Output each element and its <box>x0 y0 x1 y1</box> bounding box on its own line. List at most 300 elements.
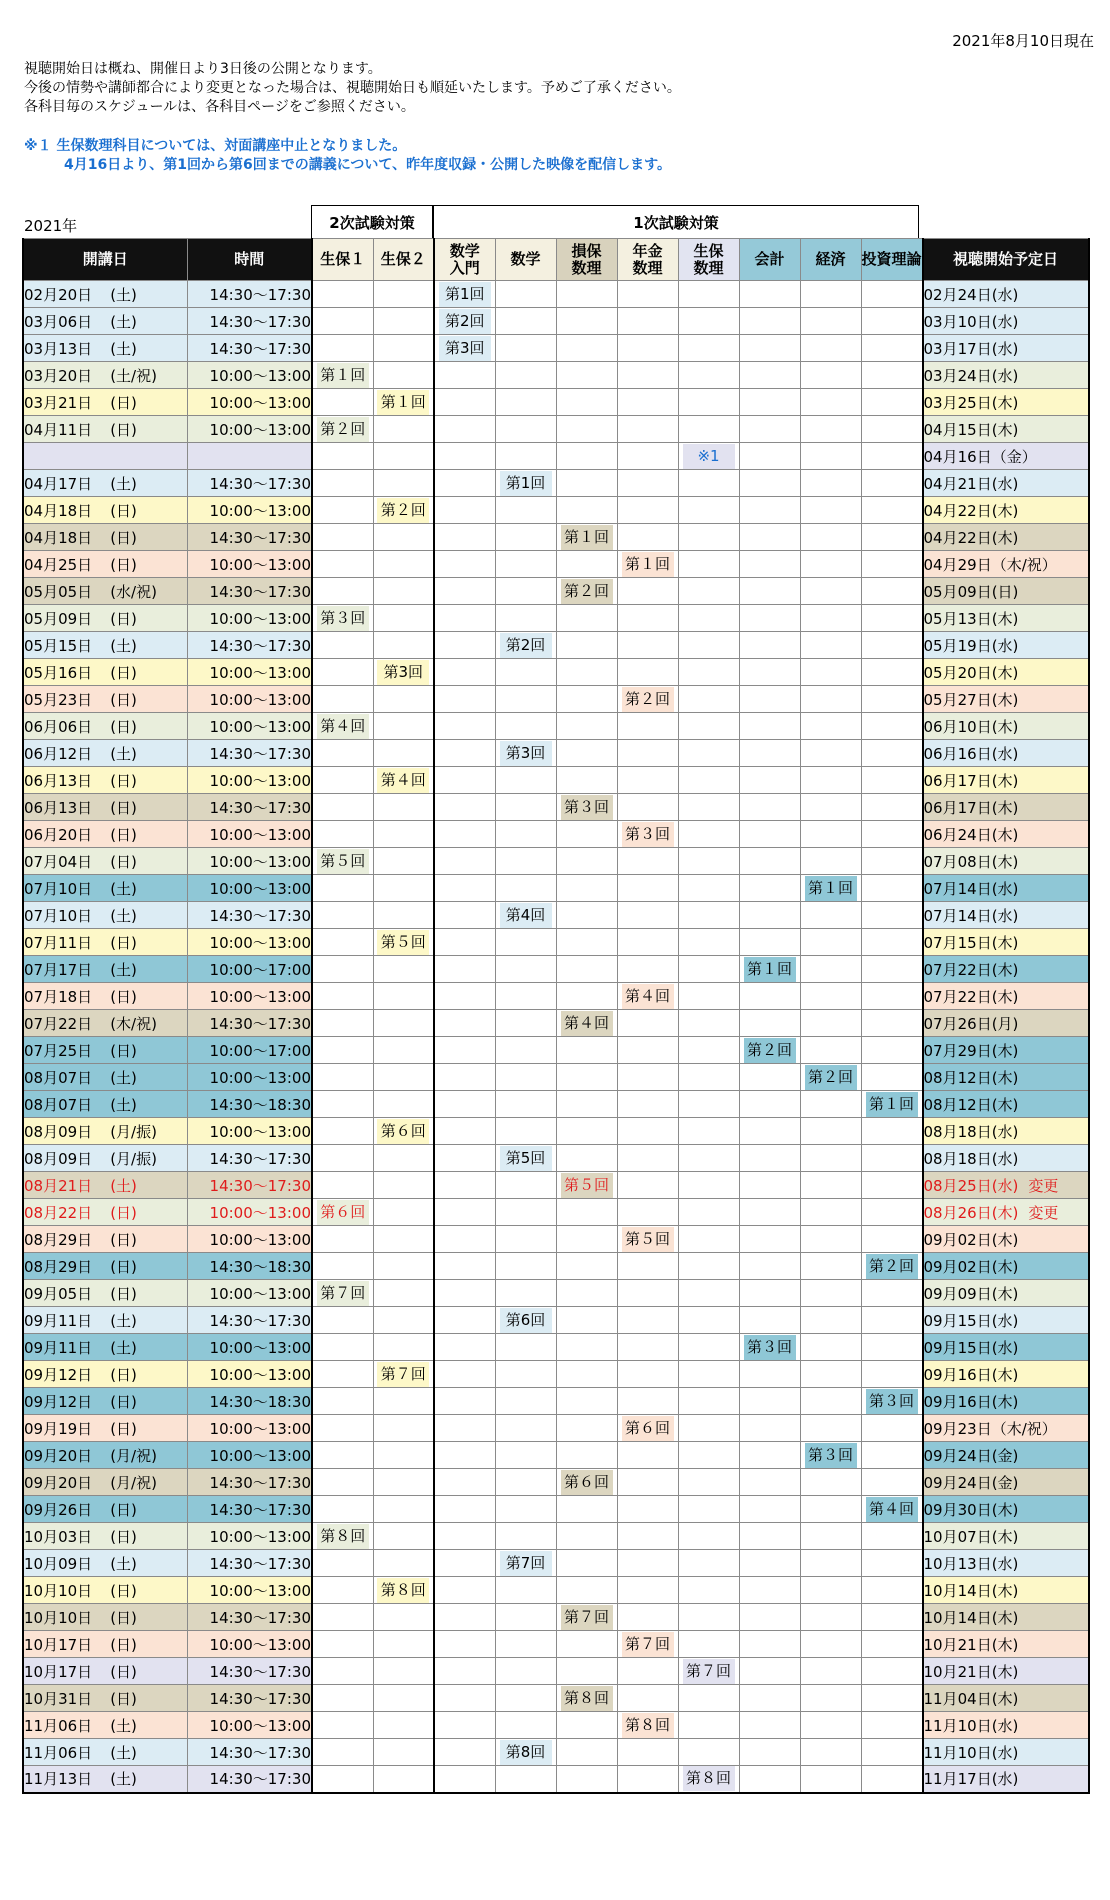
view-date-text: 02月24日(水) <box>923 285 1019 304</box>
subject-cell <box>434 1415 495 1442</box>
note-line: 視聴開始日は概ね、開催日より3日後の公開となります。 <box>24 61 382 77</box>
lecture-date <box>23 1010 187 1037</box>
subject-cell <box>861 281 923 308</box>
lecture-time: 10:00～13:00 <box>187 686 312 713</box>
subject-cell <box>312 551 373 578</box>
subject-cell <box>861 1199 923 1226</box>
view-date-text: 09月15日(水) <box>923 1311 1019 1330</box>
subject-cell <box>800 362 861 389</box>
view-date-text: 07月15日(木) <box>923 933 1019 952</box>
subject-cell <box>739 1172 800 1199</box>
subject-cell <box>434 1631 495 1658</box>
subject-cell <box>495 821 556 848</box>
subject-cell <box>678 1226 739 1253</box>
lecture-time: 10:00～13:00 <box>187 929 312 956</box>
subject-cell <box>800 1523 861 1550</box>
view-start-date <box>923 1253 1089 1280</box>
session-label: 第６回 <box>377 1119 429 1144</box>
lecture-time: 14:30～17:30 <box>187 1550 312 1577</box>
subject-cell <box>373 1766 434 1793</box>
subject-cell <box>373 362 434 389</box>
subject-cell <box>861 1415 923 1442</box>
view-date-text: 10月21日(木) <box>923 1662 1019 1681</box>
subject-cell <box>678 1658 739 1685</box>
subject-cell <box>556 1550 617 1577</box>
subject-cell <box>678 1442 739 1469</box>
subject-cell <box>434 1253 495 1280</box>
subject-cell <box>495 1010 556 1037</box>
subject-cell <box>678 956 739 983</box>
subject-cell <box>861 1577 923 1604</box>
view-date-text: 04月15日(木) <box>923 420 1019 439</box>
subject-cell <box>617 1766 678 1793</box>
subject-cell <box>312 1415 373 1442</box>
view-date-text: 04月22日(木) <box>923 501 1019 520</box>
subject-cell <box>739 1037 800 1064</box>
subject-cell <box>373 1685 434 1712</box>
subject-cell <box>312 1199 373 1226</box>
schedule-row <box>23 335 1089 362</box>
date-text: 05月05日 <box>24 582 93 601</box>
subject-cell <box>434 443 495 470</box>
subject-cell <box>861 497 923 524</box>
subject-cell <box>495 1712 556 1739</box>
lecture-date <box>23 686 187 713</box>
subject-cell <box>678 1685 739 1712</box>
weekday-text: (水/祝) <box>110 582 157 601</box>
subject-cell <box>434 1037 495 1064</box>
header-col-economics: 経済 <box>800 239 861 281</box>
subject-cell <box>373 524 434 551</box>
weekday-text: (日) <box>110 555 137 574</box>
subject-cell <box>739 1469 800 1496</box>
subject-cell <box>373 1226 434 1253</box>
schedule-row <box>23 1658 1089 1685</box>
subject-cell <box>800 470 861 497</box>
schedule-row <box>23 1631 1089 1658</box>
subject-cell <box>373 767 434 794</box>
lecture-date <box>23 1199 187 1226</box>
subject-cell <box>556 1091 617 1118</box>
subject-cell <box>739 659 800 686</box>
subject-cell <box>495 551 556 578</box>
view-start-date <box>923 686 1089 713</box>
weekday-text: (日) <box>110 717 137 736</box>
lecture-time <box>187 443 312 470</box>
lecture-time: 10:00～13:00 <box>187 497 312 524</box>
subject-cell <box>312 1091 373 1118</box>
view-date-text: 10月07日(木) <box>923 1527 1019 1546</box>
subject-cell <box>617 1415 678 1442</box>
weekday-text: (日) <box>110 1581 137 1600</box>
subject-cell <box>617 713 678 740</box>
session-label: 第１回 <box>317 363 369 388</box>
session-label: 第１回 <box>377 390 429 415</box>
subject-cell <box>434 416 495 443</box>
header-col-nenkin: 年金 数理 <box>617 239 678 281</box>
subject-cell <box>373 1496 434 1523</box>
view-start-date <box>923 740 1089 767</box>
lecture-time: 10:00～13:00 <box>187 362 312 389</box>
schedule-row <box>23 1685 1089 1712</box>
subject-cell <box>617 1496 678 1523</box>
view-date-text: 10月13日(水) <box>923 1554 1019 1573</box>
subject-cell <box>434 605 495 632</box>
session-label: 第５回 <box>622 1227 674 1252</box>
lecture-time: 10:00～13:00 <box>187 1712 312 1739</box>
subject-cell <box>617 389 678 416</box>
lecture-date <box>23 443 187 470</box>
subject-cell <box>678 983 739 1010</box>
lecture-time: 10:00～13:00 <box>187 1280 312 1307</box>
view-date-text: 07月22日(木) <box>923 987 1019 1006</box>
subject-cell <box>373 1118 434 1145</box>
subject-cell <box>434 281 495 308</box>
subject-cell <box>434 1307 495 1334</box>
schedule-row <box>23 1307 1089 1334</box>
subject-cell <box>556 524 617 551</box>
subject-cell <box>617 740 678 767</box>
date-text: 10月10日 <box>24 1581 93 1600</box>
weekday-text: (日) <box>110 1500 137 1519</box>
subject-cell <box>678 524 739 551</box>
subject-cell <box>556 1388 617 1415</box>
subject-cell <box>373 1361 434 1388</box>
subject-cell <box>556 794 617 821</box>
subject-cell <box>495 1442 556 1469</box>
subject-cell <box>617 1442 678 1469</box>
date-text: 08月21日 <box>24 1176 93 1195</box>
session-label: 第３回 <box>744 1335 796 1360</box>
session-label: 第３回 <box>622 822 674 847</box>
date-text: 09月20日 <box>24 1473 93 1492</box>
subject-cell <box>800 929 861 956</box>
subject-cell <box>617 956 678 983</box>
weekday-text: (土) <box>110 285 137 304</box>
subject-cell <box>739 1496 800 1523</box>
subject-cell <box>861 767 923 794</box>
subject-cell <box>678 1145 739 1172</box>
subject-cell <box>373 551 434 578</box>
date-text: 05月09日 <box>24 609 93 628</box>
lecture-date <box>23 1253 187 1280</box>
date-text: 09月11日 <box>24 1311 93 1330</box>
header-col-accounting: 会計 <box>739 239 800 281</box>
subject-cell <box>617 767 678 794</box>
session-label: 第５回 <box>377 930 429 955</box>
subject-cell <box>373 902 434 929</box>
session-label: 第１回 <box>622 552 674 577</box>
weekday-text: (日) <box>110 1392 137 1411</box>
subject-cell <box>800 1550 861 1577</box>
subject-cell <box>495 713 556 740</box>
subject-cell <box>739 1388 800 1415</box>
view-start-date <box>923 1766 1089 1793</box>
subject-cell <box>556 551 617 578</box>
lecture-time: 10:00～13:00 <box>187 605 312 632</box>
subject-cell <box>373 956 434 983</box>
subject-cell <box>678 551 739 578</box>
subject-cell <box>495 470 556 497</box>
schedule-row <box>23 416 1089 443</box>
date-text: 09月12日 <box>24 1365 93 1384</box>
subject-cell <box>312 632 373 659</box>
lecture-date <box>23 551 187 578</box>
subject-cell <box>739 497 800 524</box>
date-text: 08月29日 <box>24 1230 93 1249</box>
lecture-date <box>23 1307 187 1334</box>
subject-cell <box>678 659 739 686</box>
lecture-time: 10:00～13:00 <box>187 875 312 902</box>
lecture-time: 14:30～17:30 <box>187 1469 312 1496</box>
lecture-date <box>23 632 187 659</box>
date-text: 04月11日 <box>24 420 93 439</box>
lecture-date <box>23 929 187 956</box>
session-label: 第４回 <box>866 1497 918 1522</box>
view-date-text: 04月21日(水) <box>923 474 1019 493</box>
view-start-date <box>923 1172 1089 1199</box>
subject-cell <box>373 1577 434 1604</box>
date-text: 11月06日 <box>24 1716 93 1735</box>
lecture-time: 14:30～17:30 <box>187 524 312 551</box>
subject-cell <box>861 578 923 605</box>
header-col-investment: 投資理論 <box>861 239 923 281</box>
date-text: 05月15日 <box>24 636 93 655</box>
subject-cell <box>800 578 861 605</box>
subject-cell <box>312 335 373 362</box>
subject-cell <box>739 1604 800 1631</box>
subject-cell <box>434 335 495 362</box>
subject-cell <box>861 848 923 875</box>
session-label: 第７回 <box>317 1281 369 1306</box>
subject-cell <box>617 1739 678 1766</box>
view-start-date <box>923 1037 1089 1064</box>
view-start-date <box>923 1064 1089 1091</box>
subject-cell <box>556 1415 617 1442</box>
schedule-row <box>23 497 1089 524</box>
weekday-text: (日) <box>110 1635 137 1654</box>
weekday-text: (土) <box>110 744 137 763</box>
subject-cell <box>556 308 617 335</box>
subject-cell <box>373 1523 434 1550</box>
weekday-text: (土) <box>110 906 137 925</box>
subject-cell <box>373 1469 434 1496</box>
subject-cell <box>556 1226 617 1253</box>
subject-cell <box>739 1091 800 1118</box>
subject-cell <box>434 1739 495 1766</box>
lecture-time: 14:30～17:30 <box>187 335 312 362</box>
schedule-row <box>23 902 1089 929</box>
view-start-date <box>923 1469 1089 1496</box>
weekday-text: (日) <box>110 393 137 412</box>
lecture-time: 10:00～13:00 <box>187 821 312 848</box>
date-text: 07月18日 <box>24 987 93 1006</box>
subject-cell <box>678 308 739 335</box>
date-text: 10月31日 <box>24 1689 93 1708</box>
view-start-date <box>923 308 1089 335</box>
date-text: 04月18日 <box>24 501 93 520</box>
subject-cell <box>434 470 495 497</box>
lecture-time: 14:30～18:30 <box>187 1388 312 1415</box>
subject-cell <box>312 1496 373 1523</box>
subject-cell <box>861 713 923 740</box>
subject-cell <box>617 1577 678 1604</box>
lecture-date <box>23 767 187 794</box>
subject-cell <box>739 1307 800 1334</box>
subject-cell <box>495 1496 556 1523</box>
change-badge: 変更 <box>1028 1203 1059 1222</box>
schedule-row <box>23 578 1089 605</box>
subject-cell <box>495 848 556 875</box>
lecture-date <box>23 1415 187 1442</box>
lecture-time: 10:00～13:00 <box>187 1118 312 1145</box>
subject-cell <box>495 767 556 794</box>
subject-cell <box>556 605 617 632</box>
view-date-text: 07月14日(水) <box>923 906 1019 925</box>
view-start-date <box>923 1226 1089 1253</box>
subject-cell <box>800 308 861 335</box>
subject-cell <box>800 1091 861 1118</box>
subject-cell <box>312 1172 373 1199</box>
weekday-text: (土) <box>110 1743 137 1762</box>
header-col-seiho2: 生保２ <box>373 239 434 281</box>
subject-cell <box>739 1550 800 1577</box>
header-time: 時間 <box>187 239 312 281</box>
subject-cell <box>312 308 373 335</box>
session-label: 第８回 <box>377 1578 429 1603</box>
subject-cell <box>373 1658 434 1685</box>
subject-cell <box>434 848 495 875</box>
subject-cell <box>678 1172 739 1199</box>
session-label: 第６回 <box>622 1416 674 1441</box>
subject-cell <box>434 875 495 902</box>
subject-cell <box>495 578 556 605</box>
subject-cell <box>800 1334 861 1361</box>
weekday-text: (土) <box>110 1716 137 1735</box>
subject-cell <box>312 1118 373 1145</box>
view-start-date <box>923 497 1089 524</box>
subject-cell <box>434 308 495 335</box>
subject-cell <box>495 1307 556 1334</box>
schedule-row <box>23 1496 1089 1523</box>
schedule-row <box>23 1118 1089 1145</box>
session-label: 第1回 <box>500 471 552 496</box>
subject-cell <box>739 1145 800 1172</box>
subject-cell <box>861 1604 923 1631</box>
subject-cell <box>373 1199 434 1226</box>
view-start-date <box>923 956 1089 983</box>
subject-cell <box>617 281 678 308</box>
subject-cell <box>373 1415 434 1442</box>
subject-cell <box>617 1118 678 1145</box>
lecture-date <box>23 1280 187 1307</box>
lecture-time: 14:30～17:30 <box>187 902 312 929</box>
session-label: 第４回 <box>561 1011 613 1036</box>
subject-cell <box>434 1442 495 1469</box>
subject-cell <box>434 1010 495 1037</box>
subject-cell <box>800 767 861 794</box>
subject-cell <box>678 578 739 605</box>
view-start-date <box>923 632 1089 659</box>
subject-cell <box>861 1145 923 1172</box>
subject-cell <box>739 443 800 470</box>
subject-cell <box>373 1631 434 1658</box>
session-label: 第８回 <box>622 1713 674 1738</box>
subject-cell <box>312 470 373 497</box>
view-date-text: 09月09日(木) <box>923 1284 1019 1303</box>
subject-cell <box>495 1469 556 1496</box>
schedule-row <box>23 821 1089 848</box>
subject-cell <box>617 335 678 362</box>
subject-cell <box>739 956 800 983</box>
subject-cell <box>617 1091 678 1118</box>
subject-cell <box>312 1658 373 1685</box>
subject-cell <box>495 1361 556 1388</box>
schedule-row <box>23 929 1089 956</box>
weekday-text: (日) <box>110 1527 137 1546</box>
session-label: 第４回 <box>377 768 429 793</box>
subject-cell <box>312 416 373 443</box>
schedule-row <box>23 1415 1089 1442</box>
subject-cell <box>434 821 495 848</box>
subject-cell <box>434 1280 495 1307</box>
subject-cell <box>373 605 434 632</box>
view-start-date <box>923 713 1089 740</box>
view-date-text: 07月26日(月) <box>923 1014 1019 1033</box>
date-text: 10月17日 <box>24 1635 93 1654</box>
subject-cell <box>556 1118 617 1145</box>
subject-cell <box>861 875 923 902</box>
subject-cell <box>739 551 800 578</box>
subject-cell <box>678 686 739 713</box>
lecture-date <box>23 1523 187 1550</box>
subject-cell <box>800 1307 861 1334</box>
subject-cell <box>800 1442 861 1469</box>
subject-cell <box>556 1064 617 1091</box>
subject-cell <box>861 632 923 659</box>
subject-cell <box>312 902 373 929</box>
subject-cell <box>739 1334 800 1361</box>
subject-cell <box>434 1685 495 1712</box>
subject-cell <box>312 1631 373 1658</box>
schedule-row <box>23 1550 1089 1577</box>
subject-cell <box>312 1442 373 1469</box>
lecture-date <box>23 1334 187 1361</box>
subject-cell <box>556 740 617 767</box>
view-date-text: 05月19日(水) <box>923 636 1019 655</box>
view-start-date <box>923 335 1089 362</box>
session-label: 第2回 <box>439 309 491 334</box>
subject-cell <box>434 1388 495 1415</box>
subject-cell <box>556 767 617 794</box>
schedule-row <box>23 875 1089 902</box>
subject-cell <box>495 1145 556 1172</box>
weekday-text: (日) <box>110 1689 137 1708</box>
subject-cell <box>800 497 861 524</box>
lecture-time: 10:00～13:00 <box>187 1442 312 1469</box>
view-start-date <box>923 767 1089 794</box>
lecture-time: 10:00～13:00 <box>187 1361 312 1388</box>
subject-cell <box>434 1118 495 1145</box>
lecture-date <box>23 740 187 767</box>
view-date-text: 06月10日(木) <box>923 717 1019 736</box>
subject-cell <box>312 875 373 902</box>
subject-cell <box>739 1766 800 1793</box>
view-start-date <box>923 1496 1089 1523</box>
subject-cell <box>617 1280 678 1307</box>
subject-cell <box>556 416 617 443</box>
subject-cell <box>800 983 861 1010</box>
